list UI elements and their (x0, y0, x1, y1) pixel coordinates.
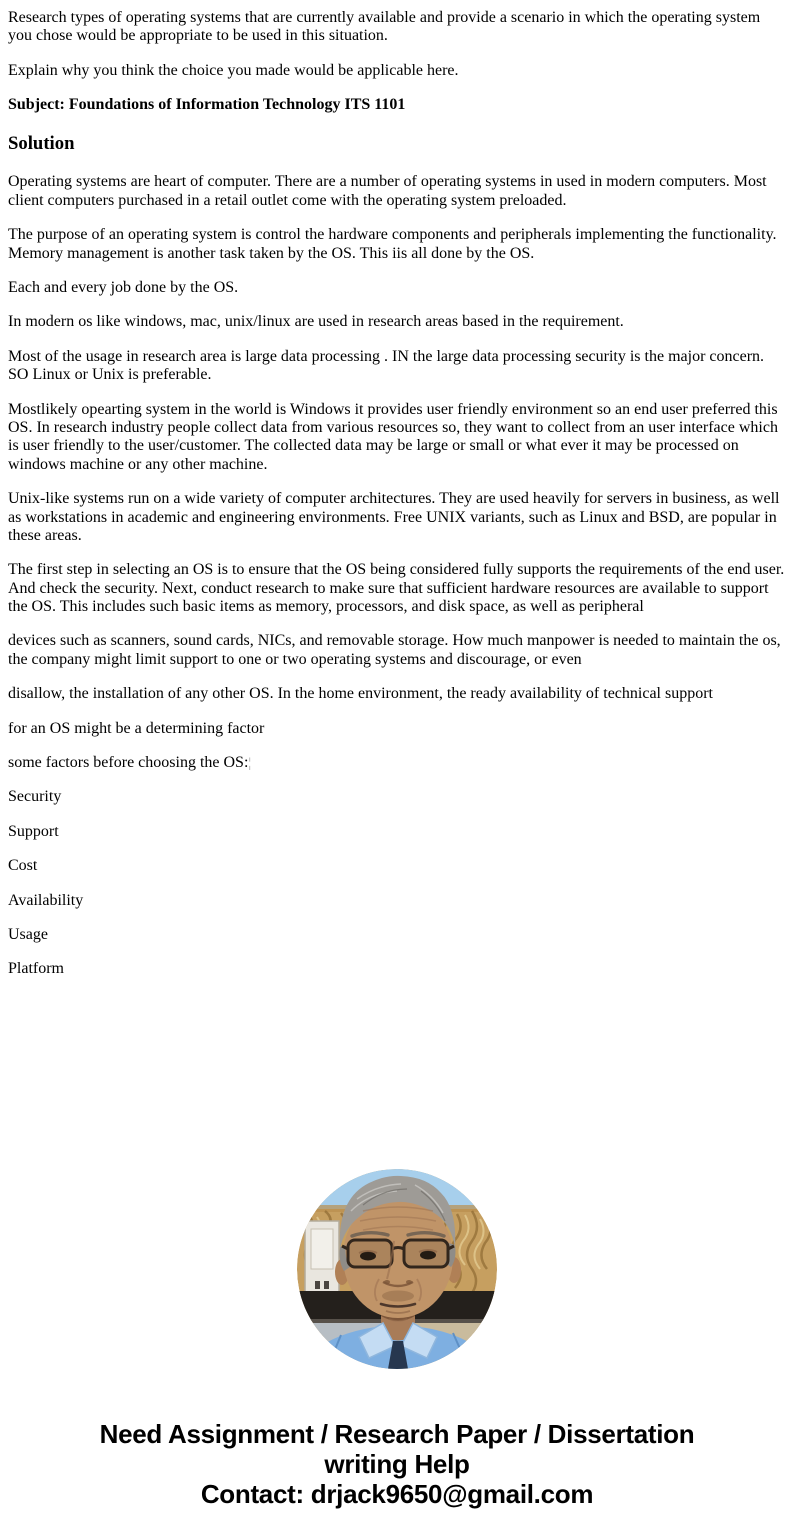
paragraph: Unix-like systems run on a wide variety of computer architectures. They are used heavily for servers in business, as well as workstations in academic and engineering environments. Free UNIX variants, such as Linux and BSD, are popular in these areas. (8, 490, 780, 544)
paragraph: disallow, the installation of any other OS. In the home environment, the ready availability of technical support (8, 685, 713, 703)
factor-item: Platform (8, 960, 64, 978)
text-cursor: ¦ (248, 756, 252, 772)
paragraph: The first step in selecting an OS is to ensure that the OS being considered fully supports the requirements of the end user. And check the security. Next, conduct research to make sure that sufficient hardware resources are available to support the OS. This includes such basic items as memory, processors, and disk space, as well as peripheral (8, 561, 785, 616)
footer-contact-line: Contact: drjack9650@gmail.com (200, 1478, 594, 1509)
footer-banner (8, 1419, 786, 1537)
footer-headline-line-2: writing Help (324, 1448, 470, 1479)
paragraph: The purpose of an operating system is control the hardware components and peripherals implementing the functionality. Memory management is another task taken by the OS. This iis all done by the OS. (8, 226, 777, 262)
tutor-photo (8, 1169, 786, 1369)
subject-line: Subject: Foundations of Information Technology ITS 1101 (8, 96, 406, 114)
paragraph: Most of the usage in research area is large data processing . IN the large data processing security is the major concern. SO Linux or Unix is preferable. (8, 347, 765, 384)
factor-item: Cost (8, 857, 38, 875)
factor-item: Security (8, 788, 62, 806)
paragraph-with-caret (8, 754, 786, 772)
factor-item: Availability (8, 891, 84, 909)
tutor-photo-image (297, 1169, 497, 1369)
footer-headline-line-1: Need Assignment / Research Paper / Dissertation (99, 1418, 695, 1449)
paragraph: Research types of operating systems that are currently available and provide a scenario in which the operating system you chose would be appropriate to be used in this situation. (8, 9, 761, 45)
paragraph-text: some factors before choosing the OS: (8, 754, 249, 772)
tutor-photo-frame (297, 1169, 497, 1369)
factor-item: Usage (8, 925, 48, 943)
paragraph: Mostlikely opearting system in the world is Windows it provides user friendly environment so an end user preferred this OS. In research industry people collect data from various resources so, they want to collect from an user interface which is user friendly to the user/customer. The collected data may be large or small or what ever it may be processed on windows machine or any other machine. (8, 400, 778, 473)
paragraph: devices such as scanners, sound cards, NICs, and removable storage. How much manpower is needed to maintain the os, the company might limit support to one or two operating systems and discourage, or even (8, 632, 781, 668)
paragraph: Each and every job done by the OS. (8, 279, 239, 296)
paragraph: for an OS might be a determining factor (8, 719, 265, 737)
paragraph: Operating systems are heart of computer. There are a number of operating systems in used in modern computers. Most client computers purchased in a retail outlet come with the operating system preloaded. (8, 173, 767, 209)
factor-item: Support (8, 822, 59, 840)
solution-heading: Solution (8, 133, 75, 155)
paragraph: Explain why you think the choice you made would be applicable here. (8, 61, 459, 79)
paragraph: In modern os like windows, mac, unix/linux are used in research areas based in the requirement. (8, 313, 624, 331)
